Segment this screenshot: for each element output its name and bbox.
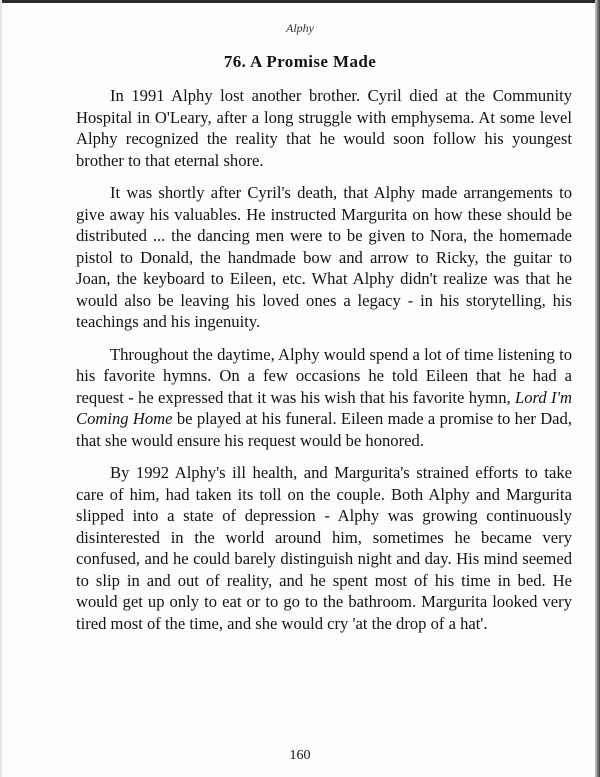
paragraph-1: In 1991 Alphy lost another brother. Cyril died at the Community Hospital in O'Leary, after a long struggle with emphysema. At some level Alphy recognized the reality that he would soon follow his youngest brother to that eternal shore. (76, 86, 572, 170)
hymn-title: Lord I'm Coming Home (76, 387, 573, 428)
paragraph-2: It was shortly after Cyril's death, that Alphy made arrangements to give away his valuables. He instructed Margurita on how these should be distributed ... the dancing men were to be given to Nora, the homemade pistol to Donald, the handmade bow and arrow to Ricky, the guitar to Joan, the keyboard to Eileen, etc. What Alphy didn't realize was that he would also be leaving his loved ones a legacy - in his storytelling, his teachings and his ingenuity. (76, 183, 572, 331)
chapter-title: 76. A Promise Made (223, 52, 377, 71)
paragraph-3-text-before: Throughout the daytime, Alphy would spend a lot of time listening to his favorite hymns. On a few occasions he told Eileen that he had a request - he expressed that it was his wish that his favorite hymn, (76, 344, 572, 407)
page-number: 160 (289, 748, 311, 763)
paragraph-3 (76, 344, 572, 452)
body-text (76, 85, 572, 645)
running-header: Alphy (286, 21, 314, 35)
page-top-edge (0, 0, 600, 3)
page-left-edge (0, 0, 2, 777)
paragraph-3-text-after: be played at his funeral. Eileen made a promise to her Dad, that she would ensure his request would be honored. (76, 409, 572, 450)
paragraph-4: By 1992 Alphy's ill health, and Margurita's strained efforts to take care of him, had taken its toll on the couple. Both Alphy and Margurita slipped into a state of depression - Alphy was growing continuously disinterested in the world around him, sometimes he became very confused, and he could barely distinguish night and day. His mind seemed to slip in and out of reality, and he spent most of his time in bed. He would get up only to eat or to go to the bathroom. Margurita looked very tired most of the time, and she would cry 'at the drop of a hat'. (76, 463, 572, 633)
page-binding-edge (595, 0, 600, 777)
